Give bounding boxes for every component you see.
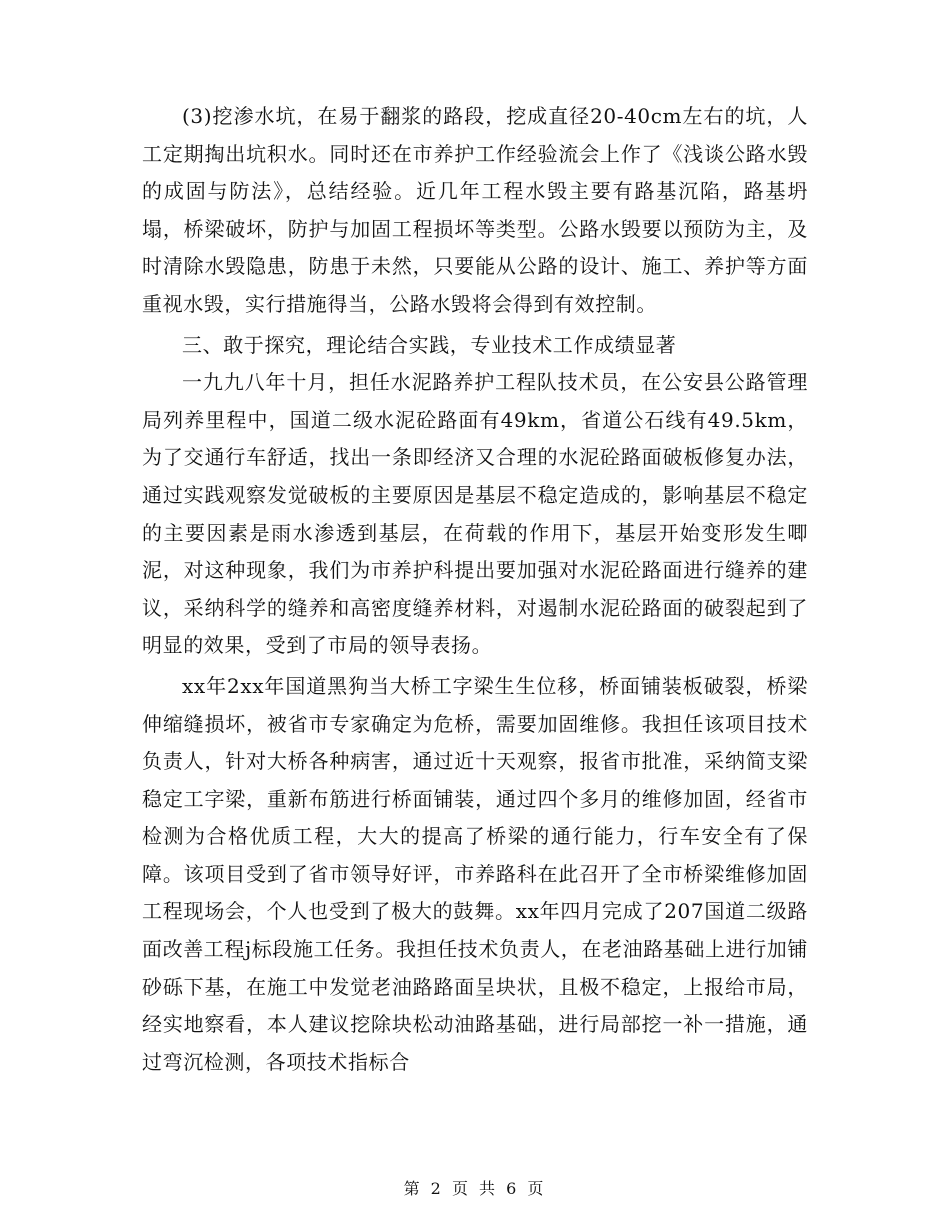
paragraph-cement-road: 一九九八年十月，担任水泥路养护工程队技术员，在公安县公路管理局列养里程中，国道二级水泥砼路面有49km，省道公石线有49.5km，为了交通行车舒适，找出一条即经济又合理的水泥砼路面破板修复办法，通过实践观察发觉破板的主要原因是基层不稳定造成的，影响基层不稳定的主要因素是雨水渗透到基层，在荷载的作用下，基层开始变形发生唧泥，对这种现象，我们为市养护科提出要加强对水泥砼路面进行缝养的建议，采纳科学的缝养和高密度缝养材料，对遏制水泥砼路面的破裂起到了明显的效果，受到了市局的领导表扬。	[142, 370, 808, 658]
section-heading-3: 三、敢于探究，理论结合实践，专业技术工作成绩显著	[182, 332, 677, 357]
paragraph-bridge-repair: xx年2xx年国道黑狗当大桥工字梁生生位移，桥面铺装板破裂，桥梁伸缩缝损坏，被省市专家确定为危桥，需要加固维修。我担任该项目技术负责人，针对大桥各种病害，通过近十天观察，报省市批准，采纳简支梁稳定工字梁，重新布筋进行桥面铺装，通过四个多月的维修加固，经省市检测为合格优质工程，大大的提高了桥梁的通行能力，行车安全有了保障。该项目受到了省市领导好评，市养路科在此召开了全市桥梁维修加固工程现场会，个人也受到了极大的鼓舞。xx年四月完成了207国道二级路面改善工程j标段施工任务。我担任技术负责人，在老油路基础上进行加铺砂砾下基，在施工中发觉老油路路面呈块状，且极不稳定，上报给市局，经实地察看，本人建议挖除块松动油路基础，进行局部挖一补一措施，通过弯沉检测，各项技术指标合	[142, 673, 809, 1074]
document-body	[142, 98, 808, 1081]
paragraph-water-damage: (3)挖渗水坑，在易于翻浆的路段，挖成直径20-40cm左右的坑，人工定期掏出坑积水。同时还在市养护工作经验流会上作了《浅谈公路水毁的成固与防法》，总结经验。近几年工程水毁主要有路基沉陷，路基坍塌，桥梁破坏，防护与加固工程损坏等类型。公路水毁要以预防为主，及时清除水毁隐患，防患于未然，只要能从公路的设计、施工、养护等方面重视水毁，实行措施得当，公路水毁将会得到有效控制。	[142, 104, 808, 316]
page-number-footer: 第 2 页 共 6 页	[403, 1179, 547, 1198]
